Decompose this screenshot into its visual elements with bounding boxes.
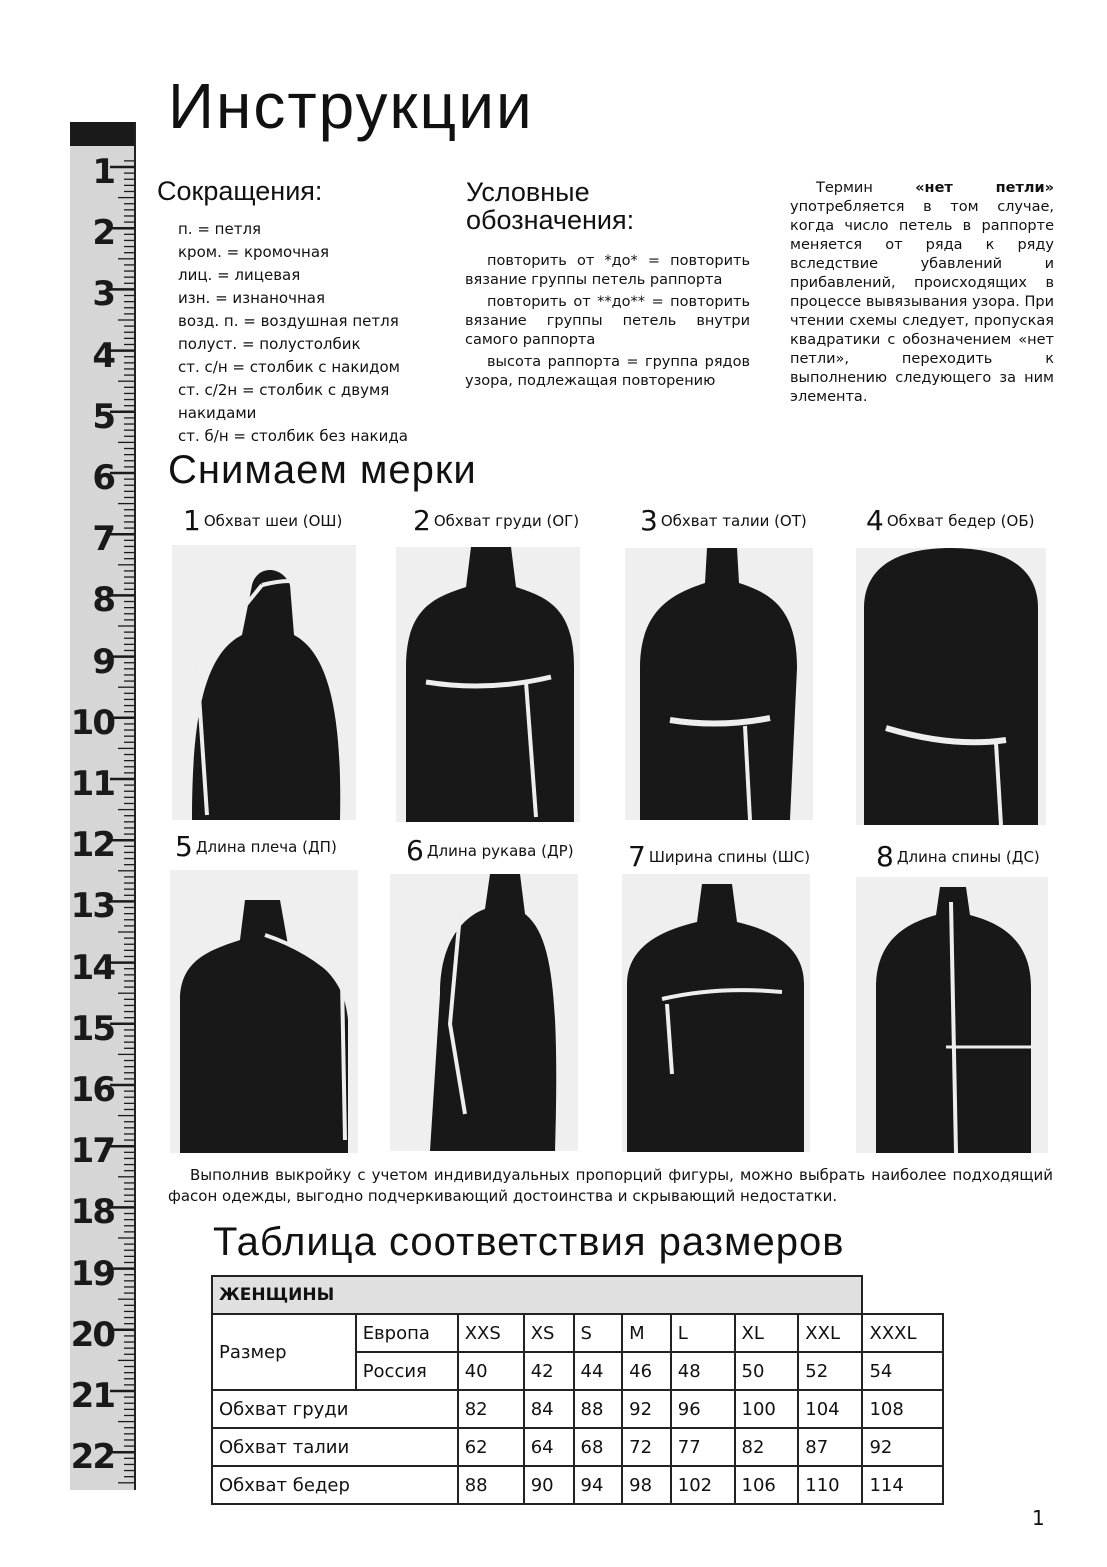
symbols-paragraph-2: повторить от **до** = повторить вязание группы петель внутри самого раппорта — [465, 294, 750, 348]
ruler-number: 13 — [70, 886, 114, 927]
table-cell: 68 — [574, 1428, 623, 1466]
photo-hip-measure — [856, 548, 1046, 825]
table-cell: 92 — [622, 1390, 671, 1428]
photo-waist-measure — [625, 548, 813, 820]
table-cell: 77 — [671, 1428, 735, 1466]
ruler-number: 11 — [70, 764, 114, 804]
ruler-number: 2 — [92, 213, 114, 254]
table-cell: 102 — [671, 1466, 735, 1504]
caption-label: Длина спины (ДС) — [896, 848, 1040, 866]
caption-number: 4 — [866, 504, 884, 537]
caption-number: 2 — [413, 504, 431, 537]
caption-label: Обхват талии (ОТ) — [660, 512, 807, 530]
table-cell: L — [671, 1314, 735, 1352]
table-cell: XXL — [798, 1314, 862, 1352]
table-cell: 88 — [458, 1466, 524, 1504]
note-term: «нет петли» — [915, 180, 1055, 196]
table-cell: 82 — [458, 1390, 524, 1428]
ruler-number: 5 — [92, 396, 114, 437]
note-paragraph — [790, 179, 1054, 407]
table-cell: 100 — [735, 1390, 799, 1428]
table-cell: 62 — [458, 1428, 524, 1466]
caption-4 — [866, 504, 1034, 537]
note-after: употребляется в том случае, когда число петель в раппорте меняется от ряда к ряду вследствие убавлений и прибавлений, происходящих в процессе вывязывания узора. При чтении схемы следует, пропуская квадратики с обозначением «нет петли», переходить к выполнению следующего за ним элемента. — [790, 199, 1054, 405]
row-label-cell: Обхват груди — [212, 1390, 458, 1428]
abbreviation-item: ст. б/н = столбик без накида — [178, 427, 408, 445]
europe-label-cell: Европа — [356, 1314, 458, 1352]
table-row — [212, 1390, 943, 1428]
size-table — [211, 1275, 944, 1505]
table-cell: S — [574, 1314, 623, 1352]
table-cell: 46 — [622, 1352, 671, 1390]
abbreviations-list — [178, 218, 458, 448]
symbols-paragraph-3: высота раппорта = группа рядов узора, подлежащая повторению — [465, 354, 750, 389]
photo-back-width-measure — [622, 874, 810, 1152]
symbols-text — [465, 252, 750, 391]
caption-label: Обхват груди (ОГ) — [433, 512, 580, 530]
ruler-number: 14 — [70, 947, 114, 988]
abbreviation-item: п. = петля — [178, 220, 262, 238]
ruler-number: 17 — [70, 1131, 114, 1172]
table-cell: 48 — [671, 1352, 735, 1390]
table-cell: 84 — [524, 1390, 574, 1428]
table-cell: 50 — [735, 1352, 799, 1390]
caption-label: Обхват шеи (ОШ) — [203, 512, 343, 530]
table-cell: XXXL — [862, 1314, 943, 1352]
table-cell: XXS — [458, 1314, 524, 1352]
symbols-heading-line2: обозначения: — [466, 205, 635, 236]
size-table-section-header: ЖЕНЩИНЫ — [212, 1276, 862, 1314]
note-before: Термин — [816, 180, 916, 196]
ruler-number: 16 — [70, 1070, 114, 1110]
abbreviation-item: ст. с/н = столбик с накидом — [178, 358, 400, 376]
table-cell: 54 — [862, 1352, 943, 1390]
table-row — [212, 1466, 943, 1504]
caption-number: 5 — [175, 830, 193, 863]
ruler-number: 12 — [70, 825, 114, 866]
size-label-cell: Размер — [212, 1314, 356, 1390]
caption-label: Обхват бедер (ОБ) — [886, 512, 1035, 530]
table-cell: 104 — [798, 1390, 862, 1428]
caption-6 — [406, 834, 574, 867]
measurements-heading: Снимаем мерки — [168, 448, 477, 492]
caption-7 — [628, 840, 810, 873]
caption-label: Ширина спины (ШС) — [648, 848, 811, 866]
table-cell: 40 — [458, 1352, 524, 1390]
caption-number: 1 — [183, 504, 201, 537]
ruler-number: 15 — [70, 1008, 114, 1049]
table-cell: XS — [524, 1314, 574, 1352]
caption-5 — [175, 830, 337, 863]
row-label-cell: Обхват бедер — [212, 1466, 458, 1504]
photo-chest-measure — [396, 547, 580, 822]
ruler-number: 21 — [70, 1376, 114, 1416]
abbreviation-item: возд. п. = воздушная петля — [178, 312, 399, 330]
measuring-tape-ruler — [70, 122, 136, 1490]
table-cell: 108 — [862, 1390, 943, 1428]
photo-sleeve-measure — [390, 874, 578, 1151]
caption-number: 6 — [406, 834, 424, 867]
ruler-number: 20 — [70, 1314, 114, 1355]
table-cell: 52 — [798, 1352, 862, 1390]
table-cell: 88 — [574, 1390, 623, 1428]
table-cell: 94 — [574, 1466, 623, 1504]
ruler-number: 6 — [92, 458, 114, 498]
russia-label-cell: Россия — [356, 1352, 458, 1390]
symbols-heading-line1: Условные — [466, 177, 590, 207]
table-cell: 110 — [798, 1466, 862, 1504]
table-cell: XL — [735, 1314, 799, 1352]
table-cell: 98 — [622, 1466, 671, 1504]
ruler-number: 8 — [92, 580, 114, 621]
table-cell: M — [622, 1314, 671, 1352]
table-cell: 44 — [574, 1352, 623, 1390]
table-row — [212, 1428, 943, 1466]
row-label-cell: Обхват талии — [212, 1428, 458, 1466]
abbreviations-heading: Сокращения: — [157, 176, 323, 206]
caption-label: Длина плеча (ДП) — [195, 838, 337, 856]
caption-number: 3 — [640, 504, 658, 537]
size-table-heading: Таблица соответствия размеров — [213, 1220, 845, 1264]
abbreviation-item: лиц. = лицевая — [178, 266, 301, 284]
table-cell: 114 — [862, 1466, 943, 1504]
table-cell: 64 — [524, 1428, 574, 1466]
abbreviation-item: полуст. = полустолбик — [178, 335, 361, 353]
table-cell: 87 — [798, 1428, 862, 1466]
caption-3 — [640, 504, 807, 537]
table-cell: 96 — [671, 1390, 735, 1428]
ruler-number: 19 — [70, 1253, 114, 1294]
abbreviation-item: кром. = кромочная — [178, 243, 330, 261]
caption-number: 8 — [876, 840, 894, 873]
table-cell: 92 — [862, 1428, 943, 1466]
table-cell: 82 — [735, 1428, 799, 1466]
ruler-number: 3 — [92, 274, 114, 315]
abbreviation-item: изн. = изнаночная — [178, 289, 325, 307]
ruler-number: 22 — [70, 1437, 114, 1478]
ruler-number: 1 — [92, 152, 114, 192]
symbols-paragraph-1: повторить от *до* = повторить вязание группы петель раппорта — [465, 253, 750, 288]
caption-label: Длина рукава (ДР) — [426, 842, 574, 860]
symbols-heading — [466, 178, 634, 235]
table-cell: 42 — [524, 1352, 574, 1390]
table-cell: 106 — [735, 1466, 799, 1504]
measurements-footnote: Выполнив выкройку с учетом индивидуальных пропорций фигуры, можно выбрать наиболее подходящий фасон одежды, выгодно подчеркивающий достоинства и скрывающий недостатки. — [168, 1166, 1053, 1205]
ruler-number: 10 — [70, 702, 114, 743]
caption-2 — [413, 504, 579, 537]
photo-neck-measure — [172, 545, 356, 820]
abbreviation-item: ст. с/2н = столбик с двумя накидами — [178, 381, 390, 422]
table-cell: 90 — [524, 1466, 574, 1504]
photo-back-length-measure — [856, 877, 1048, 1153]
page-title: Инструкции — [168, 70, 534, 142]
caption-number: 7 — [628, 840, 646, 873]
ruler-number: 9 — [92, 641, 114, 682]
photo-shoulder-measure — [170, 870, 358, 1153]
caption-8 — [876, 840, 1040, 873]
table-cell: 72 — [622, 1428, 671, 1466]
page-number: 1 — [1032, 1506, 1045, 1530]
ruler-number: 4 — [92, 335, 114, 376]
caption-1 — [183, 504, 342, 537]
ruler-number: 7 — [92, 519, 114, 560]
ruler-number: 18 — [70, 1192, 114, 1233]
